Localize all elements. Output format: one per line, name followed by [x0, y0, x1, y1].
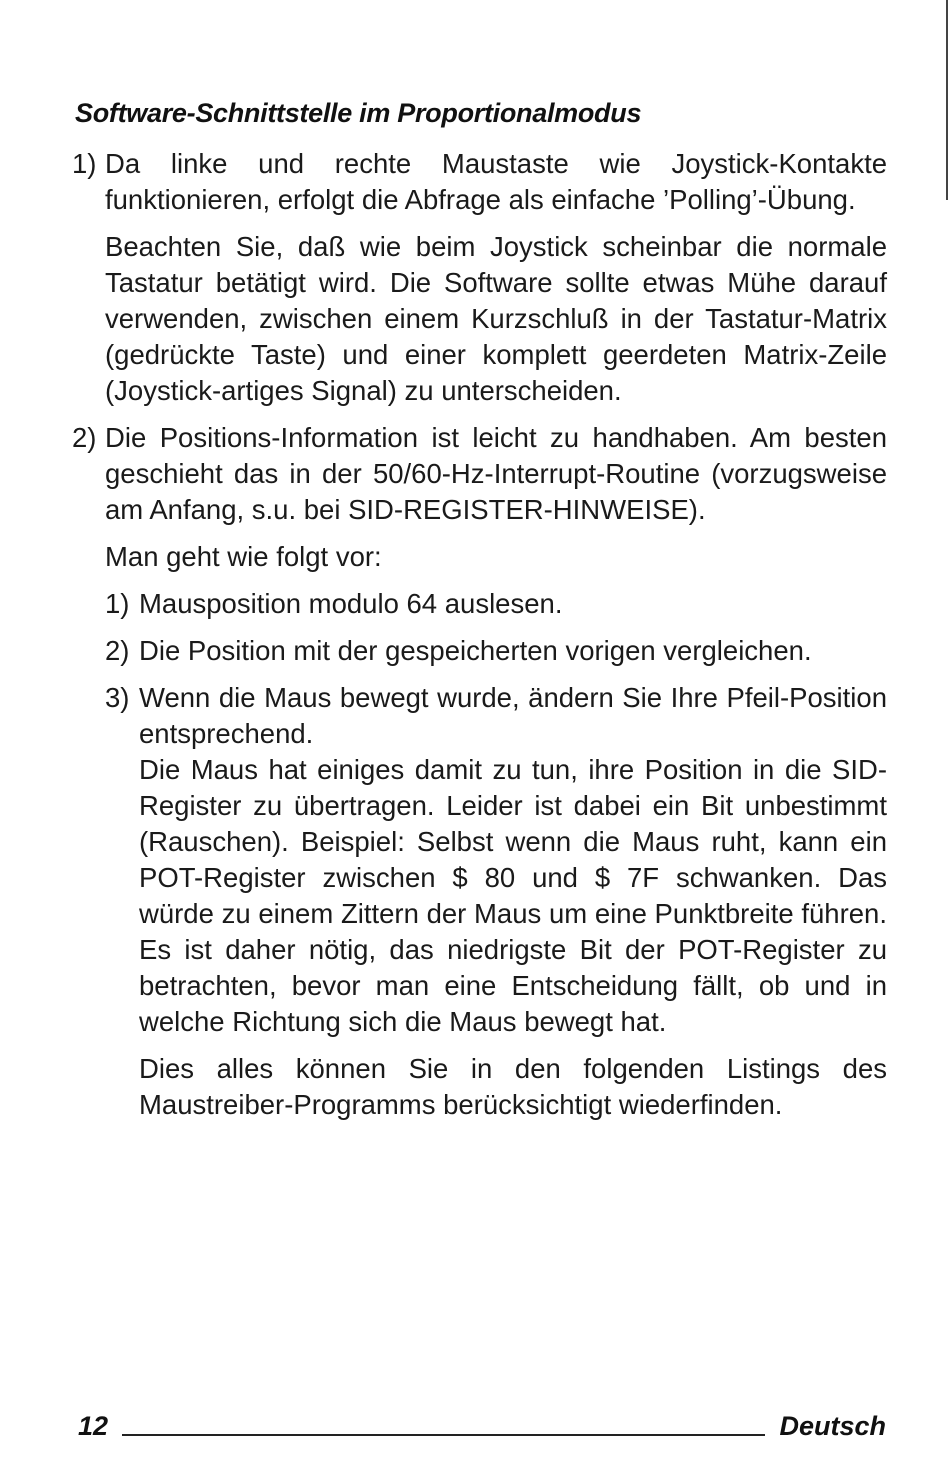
paragraph: Die Position mit der gespeicherten vorigen vergleichen. — [139, 635, 812, 666]
step-body — [139, 680, 887, 1123]
step-body — [139, 633, 887, 669]
step-number: 1) — [105, 588, 130, 619]
paragraph: Die Positions-Information ist leicht zu handhaben. Am besten geschieht das in der 50/60-Hz-Interrupt-Routine (vorzugsweise am Anfang, s.u. bei SID-REGISTER-HINWEISE). — [105, 422, 887, 525]
numbered-item-2 — [72, 420, 887, 1123]
step-item-1 — [105, 586, 887, 622]
paragraph: Dies alles können Sie in den folgenden Listings des Maustreiber-Programms berücksichtigt wiederfinden. — [139, 1053, 887, 1120]
step-number: 2) — [105, 635, 130, 666]
page-number: 12 — [78, 1411, 109, 1441]
numbered-item-1 — [72, 146, 887, 409]
paragraph: Man geht wie folgt vor: — [105, 541, 382, 572]
paragraph: Beachten Sie, daß wie beim Joystick scheinbar die normale Tastatur betätigt wird. Die Software sollte etwas Mühe darauf verwenden, zwischen einem Kurzschluß in der Tastatur-Matrix (gedrückte Taste) und einer komplett geerdeten Matrix-Zeile (Joystick-artiges Signal) zu unterscheiden. — [105, 231, 887, 406]
page-edge-line — [946, 0, 948, 200]
paragraph: Die Maus hat einiges damit zu tun, ihre Position in die SID-Register zu übertragen. Leider ist dabei ein Bit unbestimmt (Rauschen). Beispiel: Selbst wenn die Maus ruht, kann ein POT-Register zwischen $ 80 und $ 7F schwanken. Das würde zu einem Zittern der Maus um eine Punktbreite führen. Es ist daher nötig, das niedrigste Bit der POT-Register zu betrachten, bevor man eine Entscheidung fällt, ob und in welche Richtung sich die Maus bewegt hat. — [139, 754, 887, 1037]
section-content — [72, 146, 887, 1123]
item-number: 2) — [72, 422, 97, 453]
paragraph: Wenn die Maus bewegt wurde, ändern Sie Ihre Pfeil-Position entsprechend. — [139, 682, 887, 749]
step-number: 3) — [105, 682, 130, 713]
footer-rule — [122, 1434, 765, 1436]
step-item-2 — [105, 633, 887, 669]
item-number: 1) — [72, 148, 97, 179]
section-heading: Software-Schnittstelle im Proportionalmodus — [75, 98, 642, 128]
item-body — [105, 420, 887, 1123]
item-body — [105, 146, 887, 409]
step-item-3 — [105, 680, 887, 1123]
step-body — [139, 586, 887, 622]
page-footer — [78, 1406, 886, 1442]
paragraph: Mausposition modulo 64 auslesen. — [139, 588, 563, 619]
footer-language: Deutsch — [779, 1411, 886, 1441]
paragraph: Da linke und rechte Maustaste wie Joystick-Kontakte funktionieren, erfolgt die Abfrage als einfache ’Polling’-Übung. — [105, 148, 887, 215]
